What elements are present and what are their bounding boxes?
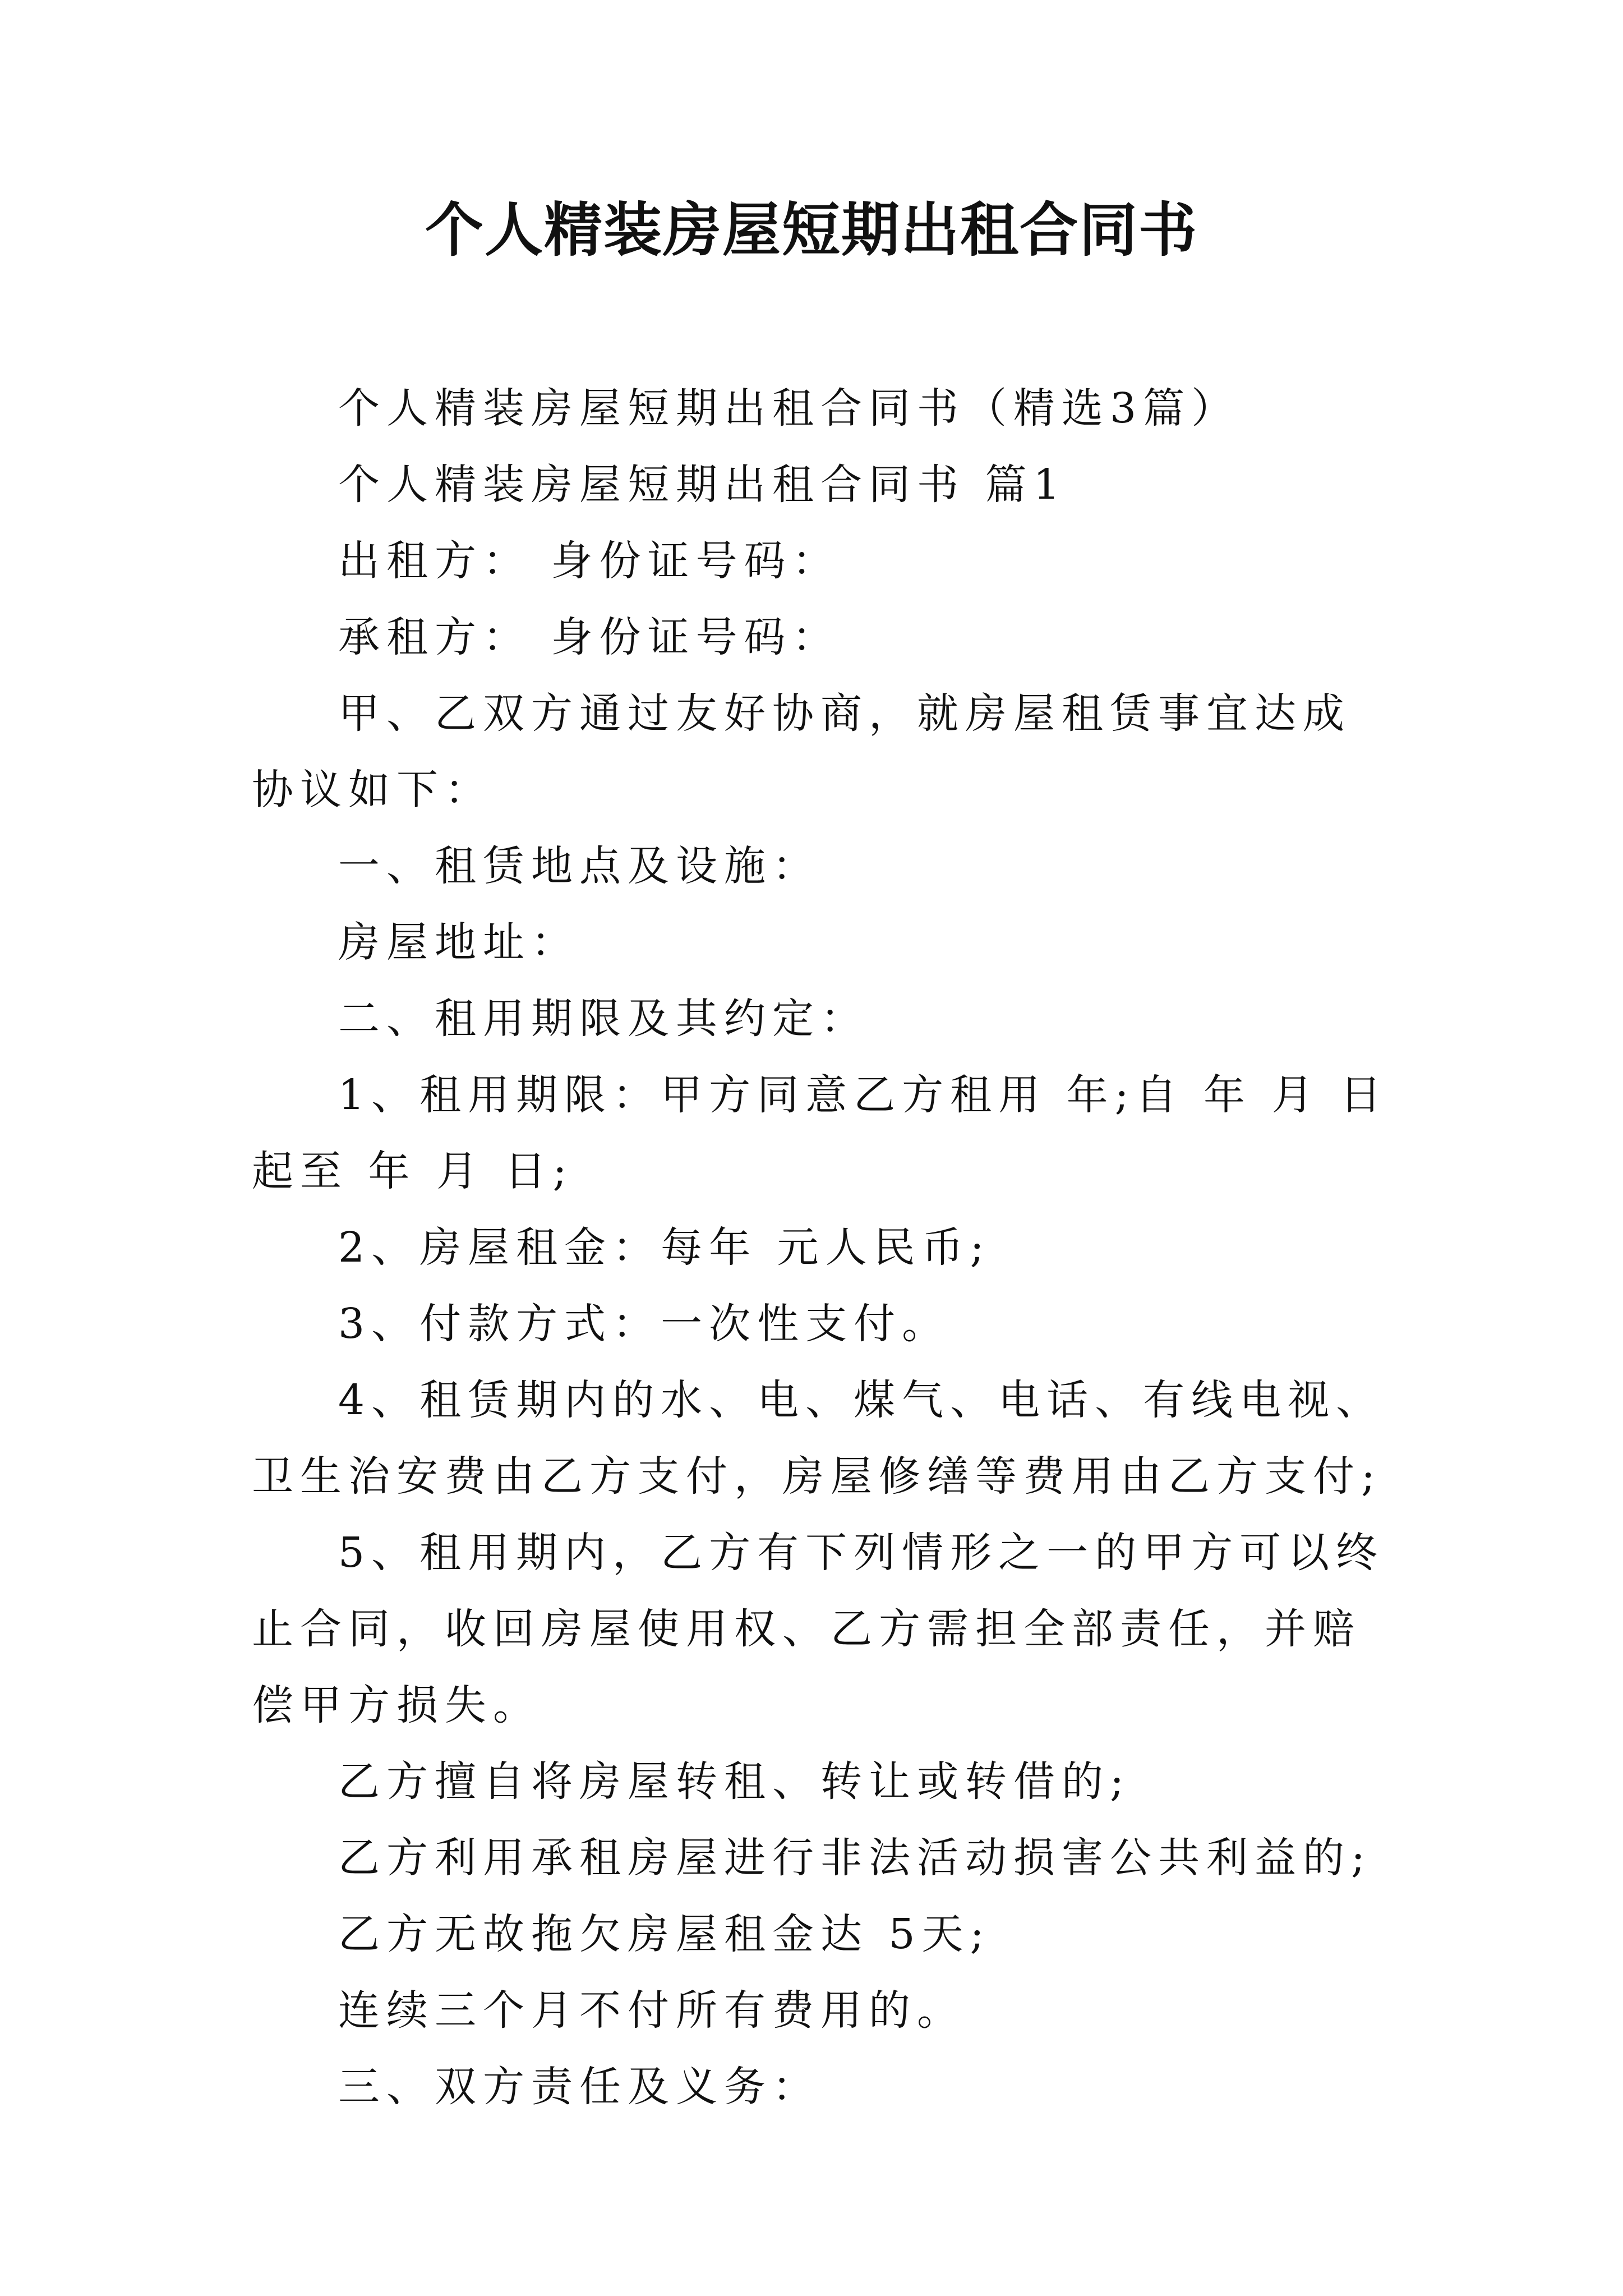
document-body [252,370,1390,2125]
paragraph-section-2-heading: 二、租用期限及其约定： [338,995,869,1043]
paragraph-lessee: 承租方： 身份证号码： [338,613,841,661]
document-title: 个人精装房屋短期出租合同书 [425,195,1198,264]
paragraph-lease-term: 1、租用期限：甲方同意乙方租用 年;自 年 月 日起至 年 月 日; [252,1071,1389,1195]
paragraph-payment-method: 3、付款方式：一次性支付。 [338,1300,951,1348]
paragraph-unpaid-fees-condition: 连续三个月不付所有费用的。 [338,1986,965,2035]
paragraph-agreement-intro: 甲、乙双方通过友好协商，就房屋租赁事宜达成协议如下： [252,689,1351,814]
paragraph-utility-fees: 4、租赁期内的水、电、煤气、电话、有线电视、卫生治安费由乙方支付，房屋修缮等费用由乙方支付; [252,1376,1385,1501]
paragraph-part-1-heading: 个人精装房屋短期出租合同书 篇1 [338,461,1067,509]
paragraph-property-address: 房屋地址： [338,918,579,967]
paragraph-sublet-condition: 乙方擅自将房屋转租、转让或转借的; [338,1757,1131,1806]
paragraph-section-1-heading: 一、租赁地点及设施： [338,842,820,890]
paragraph-termination-conditions: 5、租用期内，乙方有下列情形之一的甲方可以终止合同，收回房屋使用权、乙方需担全部责任，并赔偿甲方损失。 [252,1529,1385,1729]
paragraph-section-3-heading: 三、双方责任及义务： [338,2063,820,2111]
paragraph-lessor: 出租方： 身份证号码： [338,537,841,585]
paragraph-rent-arrears-condition: 乙方无故拖欠房屋租金达 5天; [338,1910,991,1958]
paragraph-rent: 2、房屋租金：每年 元人民币; [338,1223,991,1272]
paragraph-selection-heading: 个人精装房屋短期出租合同书（精选3篇） [338,384,1240,432]
paragraph-illegal-activity-condition: 乙方利用承租房屋进行非法活动损害公共利益的; [338,1834,1372,1882]
